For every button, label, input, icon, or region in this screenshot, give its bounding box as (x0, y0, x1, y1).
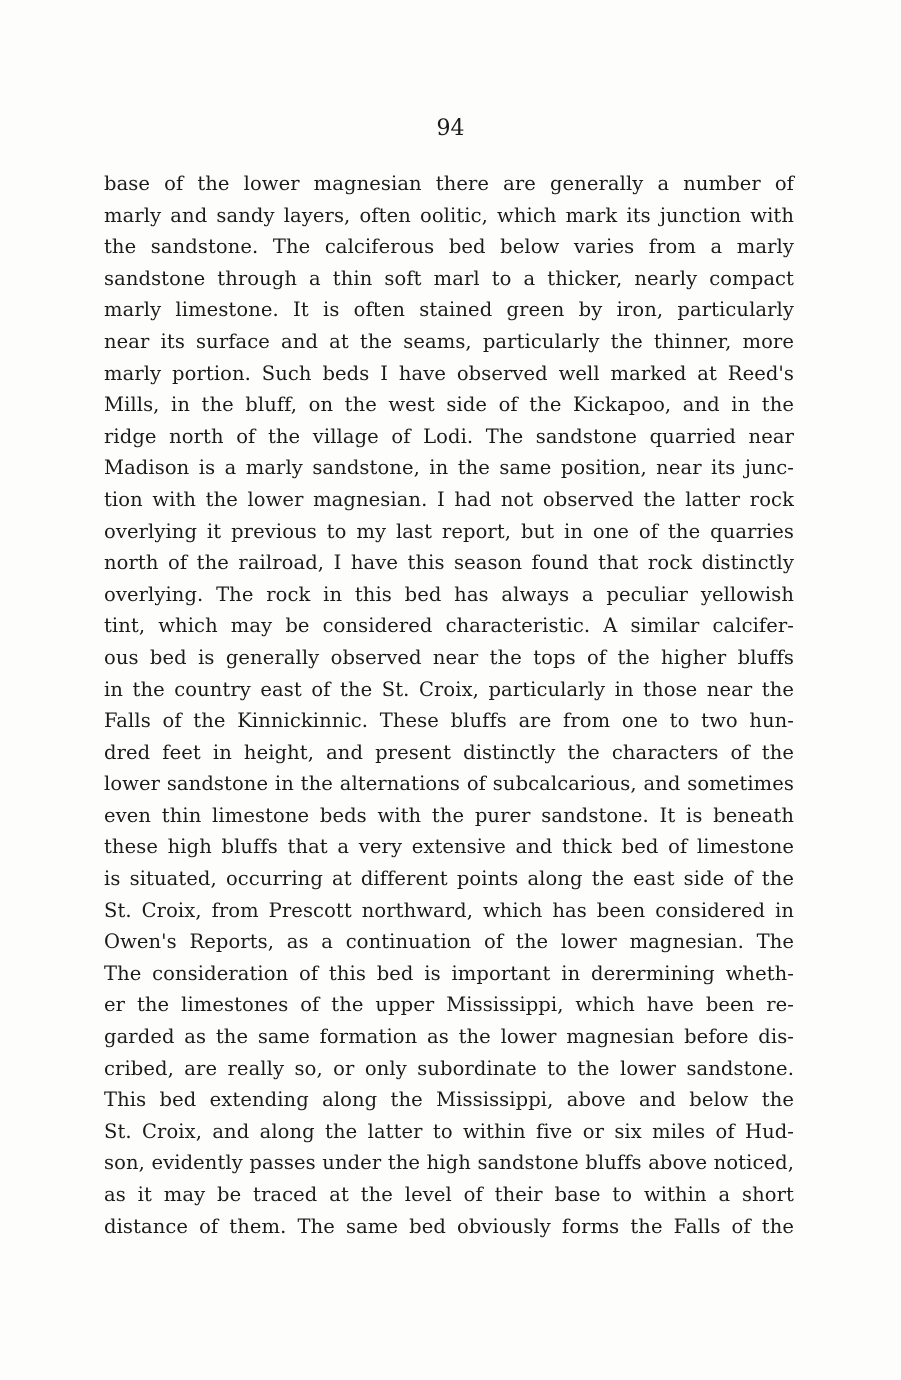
text-line: the sandstone. The calciferous bed below varies from a marly (104, 235, 794, 259)
page-number: 94 (436, 116, 465, 141)
text-line: dred feet in height, and present distinctly the characters of the (104, 740, 794, 764)
text-line: near its surface and at the seams, particularly the thinner, more (104, 329, 794, 353)
text-line: son, evidently passes under the high sandstone bluffs above noticed, (104, 1151, 794, 1175)
text-line: ous bed is generally observed near the tops of the higher bluffs (104, 645, 794, 669)
text-line: St. Croix, from Prescott northward, which has been considered in (104, 898, 794, 922)
text-line: cribed, are really so, or only subordinate to the lower sandstone. (104, 1056, 794, 1080)
text-line: tion with the lower magnesian. I had not observed the latter rock (104, 487, 794, 511)
text-line: sandstone through a thin soft marl to a thicker, nearly compact (104, 266, 794, 290)
text-line: is situated, occurring at different points along the east side of the (104, 867, 794, 891)
text-line: The consideration of this bed is important in derermining wheth- (104, 961, 794, 985)
text-line: lower sandstone in the alternations of subcalcarious, and sometimes (104, 772, 794, 796)
text-line: marly portion. Such beds I have observed well marked at Reed's (104, 361, 794, 385)
text-line: er the limestones of the upper Mississippi, which have been re- (104, 993, 794, 1017)
text-line: base of the lower magnesian there are generally a number of (104, 172, 794, 195)
text-line: Falls of the Kinnickinnic. These bluffs are from one to two hun- (104, 709, 794, 733)
text-line: overlying it previous to my last report, but in one of the quarries (104, 519, 794, 543)
text-line: marly limestone. It is often stained green by iron, particularly (104, 298, 794, 322)
text-line: even thin limestone beds with the purer sandstone. It is beneath (104, 803, 794, 827)
text-line: overlying. The rock in this bed has always a peculiar yellowish (104, 582, 794, 606)
text-line: tint, which may be considered characteristic. A similar calcifer- (104, 614, 794, 638)
text-line: St. Croix, and along the latter to within five or six miles of Hud- (104, 1119, 794, 1143)
text-line: Owen's Reports, as a continuation of the lower magnesian. The (104, 930, 794, 954)
text-line: in the country east of the St. Croix, particularly in those near the (104, 677, 794, 701)
text-line: distance of them. The same bed obviously forms the Falls of the (104, 1214, 794, 1238)
text-line: This bed extending along the Mississippi, above and below the (104, 1088, 794, 1112)
text-line: Mills, in the bluff, on the west side of the Kickapoo, and in the (104, 393, 794, 417)
body-text (104, 168, 794, 1242)
text-line: ridge north of the village of Lodi. The sandstone quarried near (104, 424, 794, 448)
text-line: marly and sandy layers, often oolitic, which mark its junction with (104, 203, 794, 227)
text-line: north of the railroad, I have this season found that rock distinctly (104, 551, 794, 575)
text-line: these high bluffs that a very extensive and thick bed of limestone (104, 835, 794, 859)
text-line: as it may be traced at the level of their base to within a short (104, 1183, 794, 1206)
text-line: garded as the same formation as the lower magnesian before dis- (104, 1025, 794, 1049)
text-line: Madison is a marly sandstone, in the same position, near its junc- (104, 456, 794, 480)
